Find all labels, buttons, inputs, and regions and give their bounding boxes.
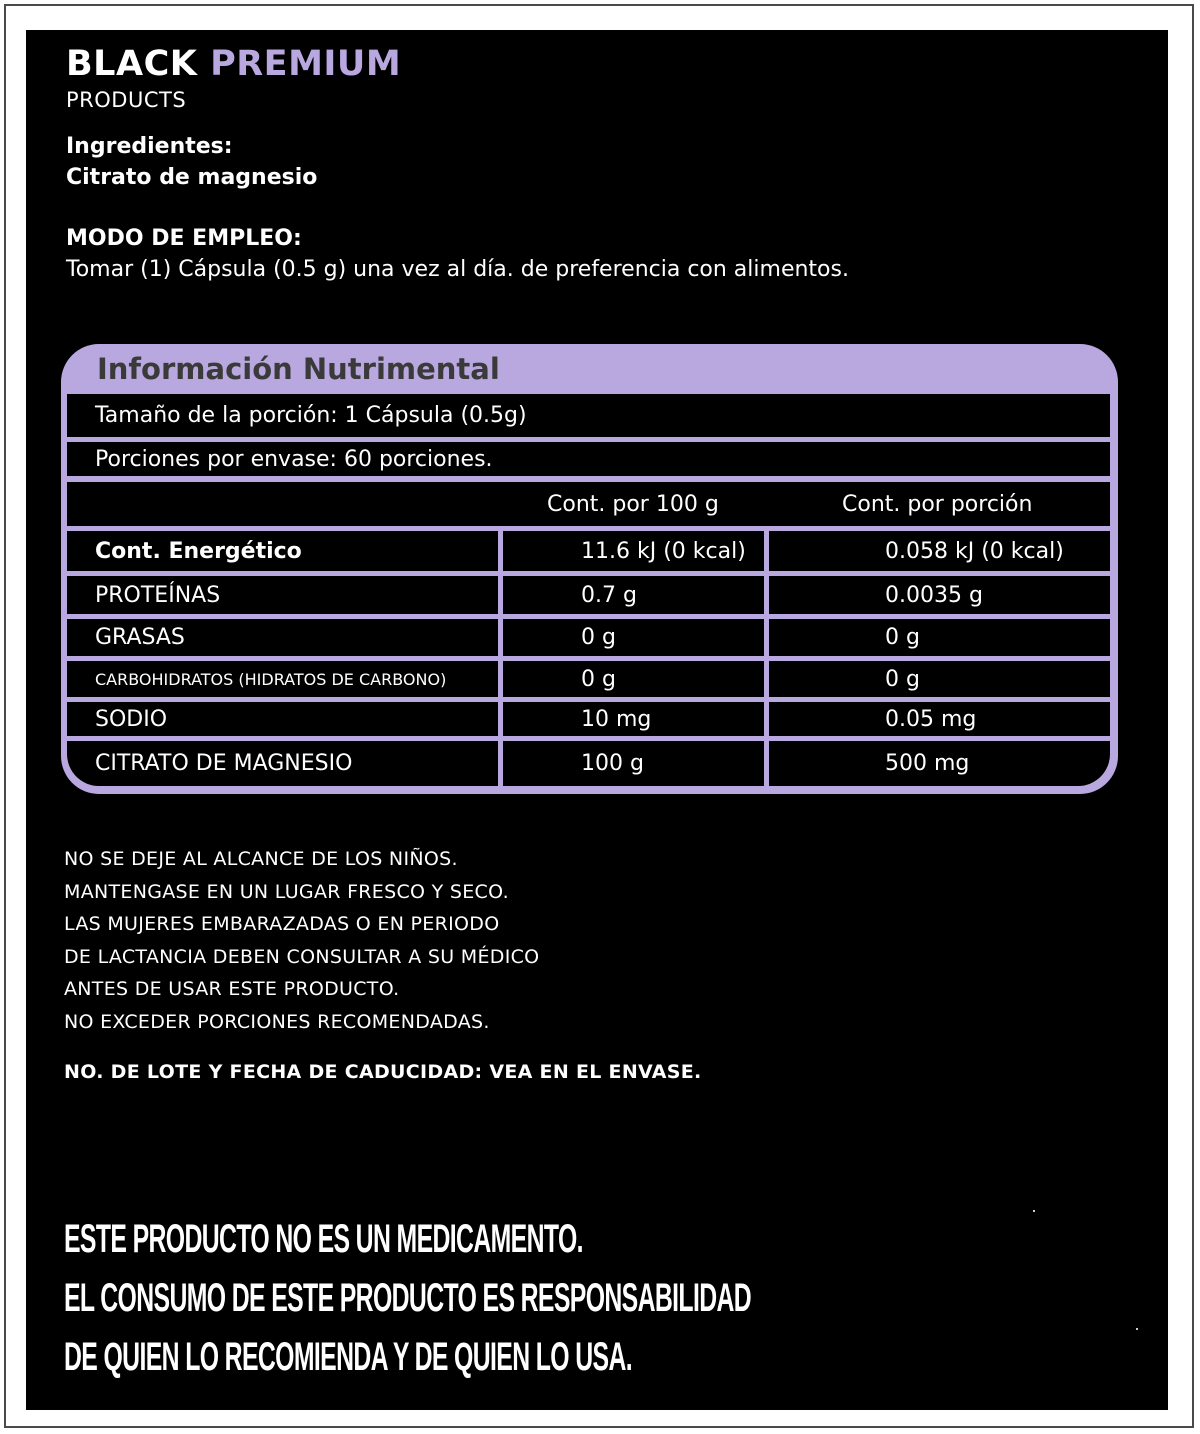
brand-word-premium: PREMIUM bbox=[210, 44, 402, 84]
nutrient-per-serving: 0.058 kJ (0 kcal) bbox=[769, 531, 1110, 571]
nutrient-per-serving: 0 g bbox=[769, 619, 1110, 656]
nutrient-name: CARBOHIDRATOS (HIDRATOS DE CARBONO) bbox=[67, 661, 498, 697]
speck bbox=[1136, 1328, 1138, 1330]
warning-line: DE LACTANCIA DEBEN CONSULTAR A SU MÉDICO bbox=[64, 945, 540, 968]
warnings-block bbox=[64, 843, 539, 1038]
nutrient-per-serving: 500 mg bbox=[769, 741, 1110, 786]
col-header-per100: Cont. por 100 g bbox=[547, 491, 719, 517]
warning-line: ANTES DE USAR ESTE PRODUCTO. bbox=[64, 978, 400, 1000]
nutrient-per100: 100 g bbox=[503, 741, 764, 786]
nutrient-name: Cont. Energético bbox=[67, 531, 498, 571]
speck bbox=[1033, 1210, 1035, 1212]
nutrient-per100: 11.6 kJ (0 kcal) bbox=[503, 531, 764, 571]
disclaimer-block bbox=[64, 1210, 751, 1387]
nutrient-per-serving: 0 g bbox=[769, 661, 1110, 697]
disclaimer-line: EL CONSUMO DE ESTE PRODUCTO ES RESPONSABILIDAD bbox=[64, 1276, 752, 1320]
column-header-row bbox=[67, 482, 1110, 526]
nutrient-name: SODIO bbox=[67, 702, 498, 736]
brand-subtitle: PRODUCTS bbox=[66, 88, 187, 112]
nutrition-table bbox=[61, 344, 1118, 794]
nutrient-name: PROTEÍNAS bbox=[67, 576, 498, 614]
disclaimer-line: DE QUIEN LO RECOMIENDA Y DE QUIEN LO USA. bbox=[64, 1335, 633, 1379]
nutrient-per-serving: 0.0035 g bbox=[769, 576, 1110, 614]
nutrient-per100: 10 mg bbox=[503, 702, 764, 736]
nutrition-title: Información Nutrimental bbox=[97, 352, 500, 386]
usage-heading: MODO DE EMPLEO: bbox=[66, 226, 302, 251]
warning-line: LAS MUJERES EMBARAZADAS O EN PERIODO bbox=[64, 913, 500, 935]
lot-expiry-note: NO. DE LOTE Y FECHA DE CADUCIDAD: VEA EN EL ENVASE. bbox=[64, 1061, 702, 1083]
warning-line: MANTENGASE EN UN LUGAR FRESCO Y SECO. bbox=[64, 880, 509, 903]
brand-word-black: BLACK bbox=[66, 44, 198, 84]
brand-logo bbox=[66, 44, 401, 84]
col-header-per-serving: Cont. por porción bbox=[842, 491, 1033, 517]
servings-row bbox=[67, 442, 1110, 476]
servings-per-container: Porciones por envase: 60 porciones. bbox=[95, 446, 493, 472]
warning-line: NO SE DEJE AL ALCANCE DE LOS NIÑOS. bbox=[64, 848, 458, 870]
nutrient-per100: 0.7 g bbox=[503, 576, 764, 614]
nutrient-per100: 0 g bbox=[503, 661, 764, 697]
warning-line: NO EXCEDER PORCIONES RECOMENDADAS. bbox=[64, 1010, 490, 1033]
nutrient-name: GRASAS bbox=[67, 619, 498, 656]
label-panel bbox=[26, 30, 1168, 1410]
usage-text: Tomar (1) Cápsula (0.5 g) una vez al día. de preferencia con alimentos. bbox=[66, 257, 849, 282]
serving-size: Tamaño de la porción: 1 Cápsula (0.5g) bbox=[95, 403, 527, 428]
disclaimer-line: ESTE PRODUCTO NO ES UN MEDICAMENTO. bbox=[64, 1217, 583, 1261]
serving-size-row bbox=[67, 394, 1110, 437]
nutrient-per100: 0 g bbox=[503, 619, 764, 656]
nutrient-name: CITRATO DE MAGNESIO bbox=[67, 741, 498, 786]
ingredients-value: Citrato de magnesio bbox=[66, 165, 318, 190]
ingredients-heading: Ingredientes: bbox=[66, 134, 233, 159]
nutrient-per-serving: 0.05 mg bbox=[769, 702, 1110, 736]
